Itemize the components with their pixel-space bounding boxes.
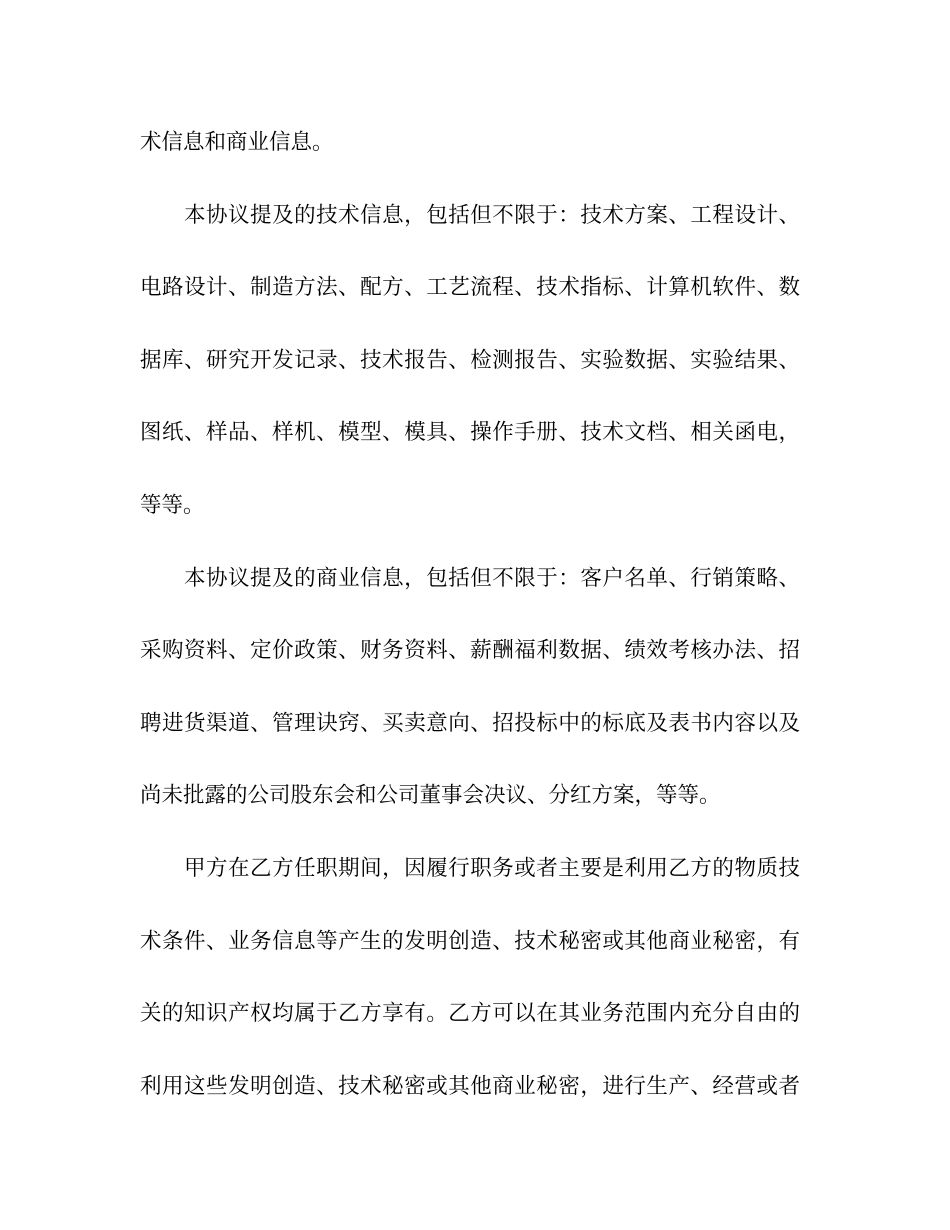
text-line-10: 尚未批露的公司股东会和公司董事会决议、分红方案，等等。 [140,783,721,808]
text-line-8: 采购资料、定价政策、财务资料、薪酬福利数据、绩效考核办法、招 [140,638,800,663]
text-line-11: 甲方在乙方任职期间，因履行职务或者主要是利用乙方的物质技 [184,856,800,881]
text-line-6: 等等。 [140,493,205,518]
text-line-5: 图纸、样品、样机、模型、模具、操作手册、技术文档、相关函电， [140,420,800,445]
text-line-13: 关的知识产权均属于乙方享有。乙方可以在其业务范围内充分自由的 [140,1001,800,1026]
text-line-2: 本协议提及的技术信息，包括但不限于：技术方案、工程设计、 [184,203,800,228]
text-line-1: 术信息和商业信息。 [140,130,334,155]
text-line-4: 据库、研究开发记录、技术报告、检测报告、实验数据、实验结果、 [140,348,800,373]
text-line-3: 电路设计、制造方法、配方、工艺流程、技术指标、计算机软件、数 [140,275,800,300]
text-line-14: 利用这些发明创造、技术秘密或其他商业秘密，进行生产、经营或者 [140,1074,800,1099]
text-line-12: 术条件、业务信息等产生的发明创造、技术秘密或其他商业秘密，有 [140,929,800,954]
text-line-9: 聘进货渠道、管理诀窍、买卖意向、招投标中的标底及表书内容以及 [140,711,800,736]
text-line-7: 本协议提及的商业信息，包括但不限于：客户名单、行销策略、 [184,566,800,591]
